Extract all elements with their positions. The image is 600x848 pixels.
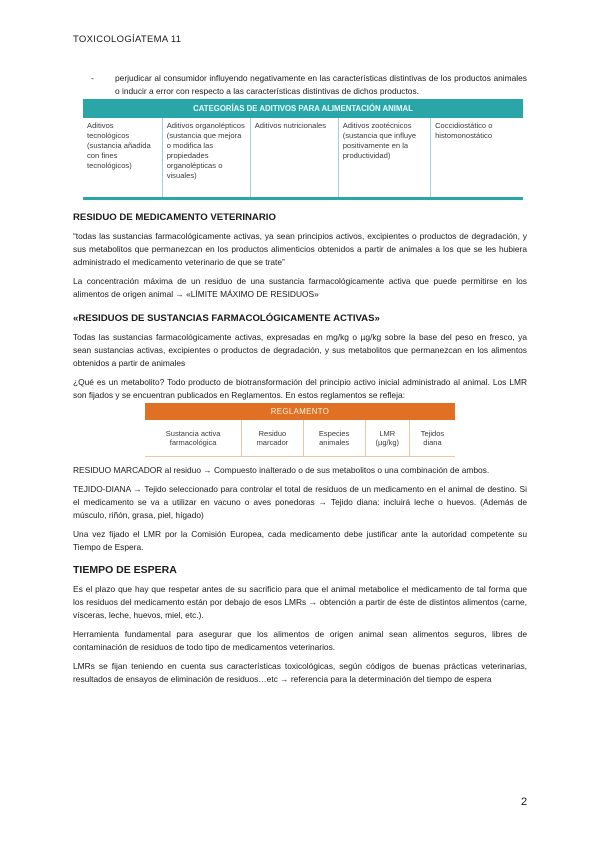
reglamento-cell: LMR (µg/kg): [365, 420, 409, 457]
section-heading-residuo-medicamento: RESIDUO DE MEDICAMENTO VETERINARIO: [73, 212, 276, 223]
quote-paragraph: “todas las sustancias farmacológicamente activas, ya sean principios activos, excipientes o productos de degradación, y sus metabolitos que permanezcan en los productos alimenticios obtenidos a partir de animales a los que se les hubiera administrado el medicamento veterinario de que se trate”: [73, 231, 527, 267]
reglamento-cell: Tejidos diana: [409, 420, 455, 457]
page-content: [73, 72, 527, 692]
additives-cell: Aditivos organolépticos (sustancia que mejora o modifica las propiedades organolépticas o visuales): [162, 118, 250, 199]
additives-cell: Coccidiostático o histomonostático: [431, 118, 523, 199]
running-header: TOXICOLOGÍATEMA 11: [73, 34, 182, 45]
reglamento-cell: Residuo marcador: [242, 420, 303, 457]
herramienta-paragraph: Herramienta fundamental para asegurar que los alimentos de origen animal sean alimentos seguros, libres de contaminación de residuos de todo tipo de medicamentos veterinarios.: [73, 629, 527, 652]
lmr-definition-paragraph: La concentración máxima de un residuo de una sustancia farmacológicamente activa que puede permitirse en los alimentos de origen animal → «LÍMITE MÁXIMO DE RESIDUOS»: [73, 276, 527, 299]
bullet-dash: -: [91, 73, 94, 83]
reglamento-table: [145, 403, 455, 457]
reglamento-cell: Especies animales: [303, 420, 365, 457]
additives-cell: Aditivos tecnológicos (sustancia añadida con fines tecnológicos): [83, 118, 162, 199]
bullet-text: perjudicar al consumidor influyendo negativamente en las características distintivas de los productos animales o inducir a error con respecto a las características distintivas de dichos productos.: [115, 73, 527, 96]
reglamento-cell: Sustancia activa farmacológica: [145, 420, 242, 457]
additives-table: [83, 99, 523, 200]
additives-table-title: CATEGORÍAS DE ADITIVOS PARA ALIMENTACIÓN ANIMAL: [83, 99, 523, 118]
additives-cell: Aditivos nutricionales: [250, 118, 338, 199]
plazo-paragraph: Es el plazo que hay que respetar antes de su sacrificio para que el animal metabolice el medicamento de tal forma que los residuos del medicamento están por debajo de esos LMRs → obtención a partir de éste de distintos alimentos (carne, vísceras, leche, huevos, miel, etc.).: [73, 584, 527, 620]
residuo-marcador-paragraph: RESIDUO MARCADOR al residuo → Compuesto inalterado o de sus metabolitos o una combinación de ambos.: [73, 465, 490, 475]
page-number: 2: [521, 796, 528, 808]
section-heading-residuos-sustancias: «RESIDUOS DE SUSTANCIAS FARMACOLÓGICAMENTE ACTIVAS»: [73, 313, 380, 324]
reglamento-table-title: REGLAMENTO: [145, 403, 455, 420]
comision-paragraph: Una vez fijado el LMR por la Comisión Europea, cada medicamento debe justificar ante la autoridad competente su Tiempo de Espera.: [73, 529, 527, 552]
section-heading-tiempo-espera: TIEMPO DE ESPERA: [73, 564, 177, 576]
additives-cell: Aditivos zootécnicos (sustancia que influye positivamente en la productividad): [338, 118, 430, 199]
tejido-diana-paragraph: TEJIDO-DIANA → Tejido seleccionado para controlar el total de residuos de un medicamento en el animal de destino. Si el medicamento se va a utilizar en vacuno o aves ponedoras → Tejido diana: incluirá leche o huevos. (Además de músculo, riñón, grasa, piel, hígado): [73, 484, 527, 520]
residuos-paragraph: Todas las sustancias farmacológicamente activas, expresadas en mg/kg o µg/kg sobre la base del peso en fresco, ya sean sustancias activas, excipientes o productos de degradación, y sus metabolitos que permanezcan en los alimentos obtenidos a partir de animales: [73, 332, 527, 368]
bullet-item: [91, 72, 527, 98]
metabolito-paragraph: ¿Qué es un metabolito? Todo producto de biotransformación del principio activo inicial administrado al animal. Los LMR son fijados y se encuentran publicados en Reglamentos. En estos reglamentos se refleja:: [73, 377, 527, 400]
lmrs-paragraph: LMRs se fijan teniendo en cuenta sus características toxicológicas, según códigos de buenas prácticas veterinarias, resultados de ensayos de eliminación de residuos…etc → referencia para la determinación del tiempo de espera: [73, 661, 527, 684]
reglamento-table-wrapper: [73, 403, 527, 457]
